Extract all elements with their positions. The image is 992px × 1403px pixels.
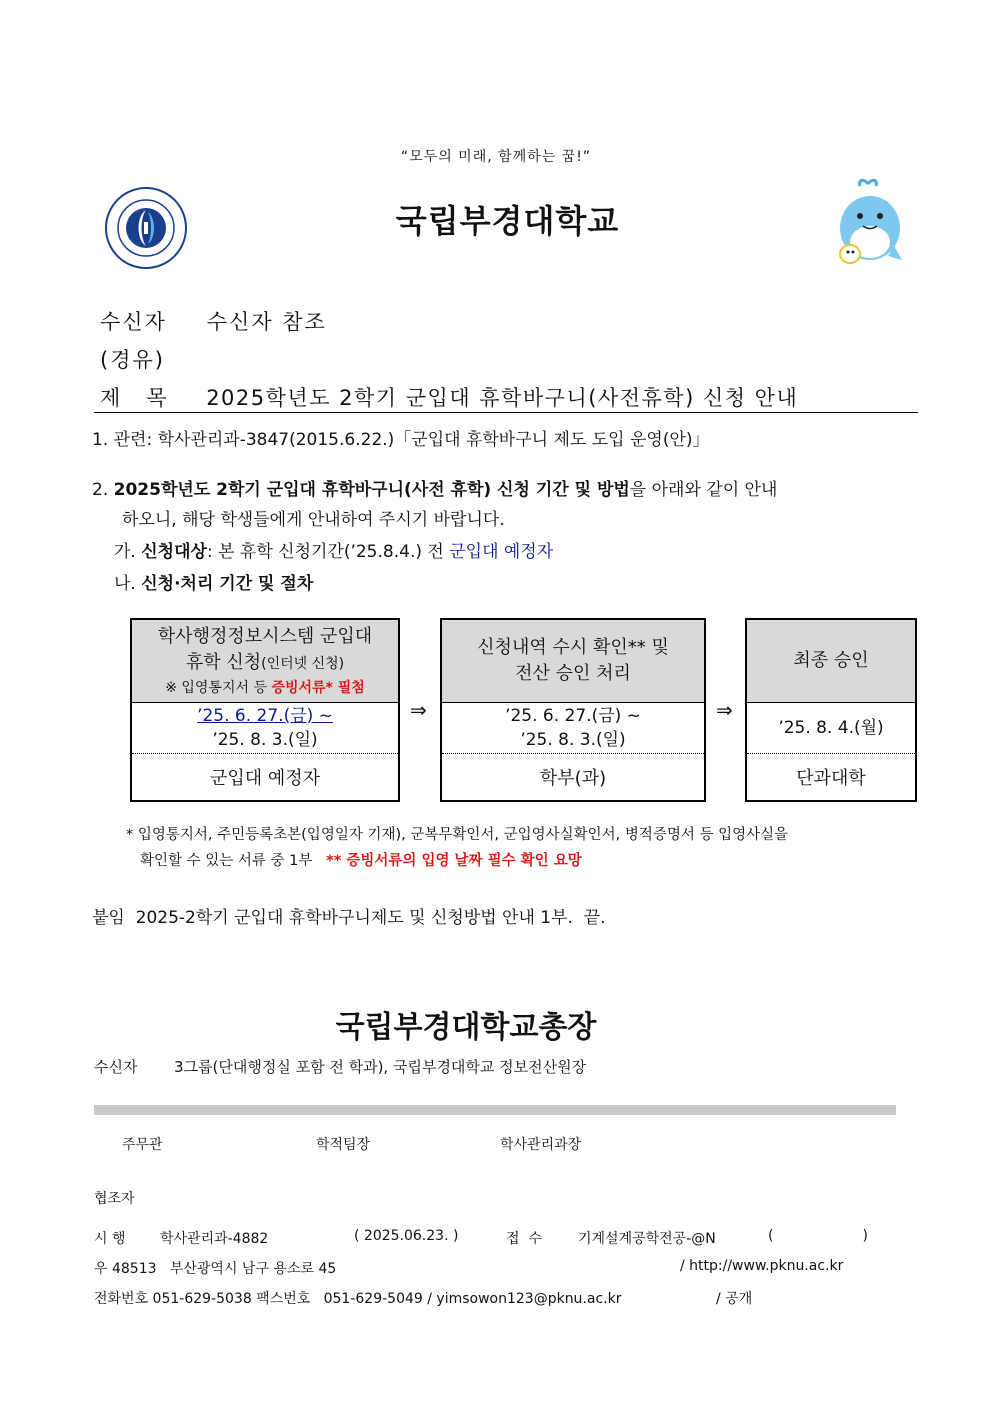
flow-box-review: [440, 618, 706, 802]
recipient-value: 수신자 참조: [206, 310, 327, 334]
main-item-rest: 을 아래와 같이 안내: [629, 480, 778, 500]
receive-label: 접 수: [506, 1231, 542, 1247]
subject-value: 2025학년도 2학기 군입대 휴학바구니(사전휴학) 신청 안내: [206, 386, 799, 410]
review-date-line1: ’25. 6. 27.(금) ~: [505, 706, 641, 726]
approver-3: 학사관리과장: [500, 1137, 582, 1153]
enforce-date: ( 2025.06.23. ): [354, 1228, 459, 1244]
mascot-whale-icon: [830, 176, 906, 270]
apply-head-small: (인터넷 신청): [261, 655, 345, 672]
recipients-row: [94, 1056, 586, 1077]
flow-box-review-date: [442, 703, 704, 754]
flow-box-apply: [130, 618, 400, 802]
flow-arrow-2: ⇒: [716, 698, 733, 722]
review-head-line1: 신청내역 수시 확인** 및: [477, 637, 669, 658]
procedure-item: [114, 572, 313, 596]
approver-2: 학적팀장: [316, 1137, 371, 1153]
apply-note-prefix: ※ 입영통지서 등: [165, 679, 272, 696]
website-link[interactable]: / http://www.pknu.ac.kr: [680, 1258, 844, 1274]
via-label: (경유): [100, 348, 165, 372]
apply-head-note: [132, 677, 398, 699]
related-item: 1. 관련: 학사관리과-3847(2015.6.22.)「군입대 휴학바구니 제도 도입 운영(안)」: [92, 430, 710, 450]
recipients-label: 수신자: [94, 1058, 138, 1076]
flow-box-apply-date: [132, 703, 398, 754]
receive-value: 기계설계공학전공-@N: [578, 1231, 716, 1247]
approve-who: 단과대학: [796, 768, 866, 789]
subject-label: 제 목: [100, 386, 169, 410]
apply-head-main: 휴학 신청: [185, 651, 262, 673]
apply-note-red: 증빙서류* 필첨: [271, 679, 365, 696]
main-item: [92, 478, 922, 502]
target-highlight: 군입대 예정자: [449, 542, 554, 562]
approve-head-line1: 최종 승인: [793, 650, 869, 671]
note-line1: * 입영통지서, 주민등록초본(입영일자 기재), 군복무확인서, 군입영사실확인서, 병적증명서 등 입영사실을: [126, 827, 789, 843]
apply-who: 군입대 예정자: [209, 768, 321, 789]
postal-address: 우 48513 부산광역시 남구 용소로 45: [94, 1261, 337, 1277]
contact-info: 전화번호 051-629-5038 팩스번호 051-629-5049 / yimsowon123@pknu.ac.kr: [94, 1291, 622, 1307]
main-item-bold: 2025학년도 2학기 군입대 휴학바구니(사전 휴학) 신청 기간 및 방법: [113, 480, 630, 500]
attachment: 붙임 2025-2학기 군입대 휴학바구니제도 및 신청방법 안내 1부. 끝.: [92, 908, 606, 928]
document-title: 국립부경대학교: [395, 202, 620, 240]
procedure-prefix: 나.: [114, 574, 142, 594]
target-text: : 본 휴학 신청기간(’25.8.4.) 전: [206, 542, 450, 562]
signature: 국립부경대학교총장: [335, 1010, 597, 1045]
target-label: 신청대상: [141, 542, 207, 562]
note-line2-prefix: 확인할 수 있는 서류 중 1부: [140, 853, 327, 869]
flow-arrow-1: ⇒: [410, 698, 427, 722]
note-line2-red: ** 증빙서류의 입영 날짜 필수 확인 요망: [326, 853, 582, 869]
subject-row: [100, 382, 798, 412]
receive-paren: ( ): [768, 1228, 868, 1244]
approver-1: 주무관: [122, 1137, 163, 1153]
flow-box-review-head: [442, 620, 704, 703]
apply-date-line1: ’25. 6. 27.(금) ~: [197, 706, 333, 726]
flow-box-approve: [745, 618, 917, 802]
review-head-line2: 전산 승인 처리: [515, 663, 631, 684]
header-divider: [94, 412, 918, 413]
recipient-row: [100, 306, 327, 336]
apply-head-line2: [132, 650, 398, 677]
apply-head-line1: 학사행정정보시스템 군입대: [157, 625, 373, 647]
flow-box-approve-date: [747, 703, 915, 754]
target-item: [114, 540, 553, 564]
flow-box-approve-head: [747, 620, 915, 703]
procedure-label: 신청·처리 기간 및 절차: [141, 574, 314, 594]
approval-bar: [94, 1105, 896, 1115]
recipient-label: 수신자: [100, 310, 167, 334]
recipients-value: 3그룹(단대행정실 포함 전 학과), 국립부경대학교 정보전산원장: [174, 1058, 587, 1076]
slogan: “모두의 미래, 함께하는 꿈!”: [400, 149, 592, 165]
enforce-label: 시 행: [94, 1231, 126, 1247]
enforce-value: 학사관리과-4882: [160, 1231, 269, 1247]
apply-date-line2: ’25. 8. 3.(일): [212, 730, 318, 750]
main-item-prefix: 2.: [92, 480, 114, 500]
main-item-line2: 하오니, 해당 학생들에게 안내하여 주시기 바랍니다.: [122, 510, 505, 530]
approve-date-line1: ’25. 8. 4.(월): [778, 718, 884, 738]
review-date-line2: ’25. 8. 3.(일): [520, 730, 626, 750]
note-line2: [140, 848, 582, 874]
flow-box-apply-head: [132, 620, 398, 703]
public-status: / 공개: [716, 1291, 753, 1307]
cooperator-label: 협조자: [94, 1191, 135, 1207]
review-who: 학부(과): [539, 768, 607, 789]
target-prefix: 가.: [114, 542, 142, 562]
